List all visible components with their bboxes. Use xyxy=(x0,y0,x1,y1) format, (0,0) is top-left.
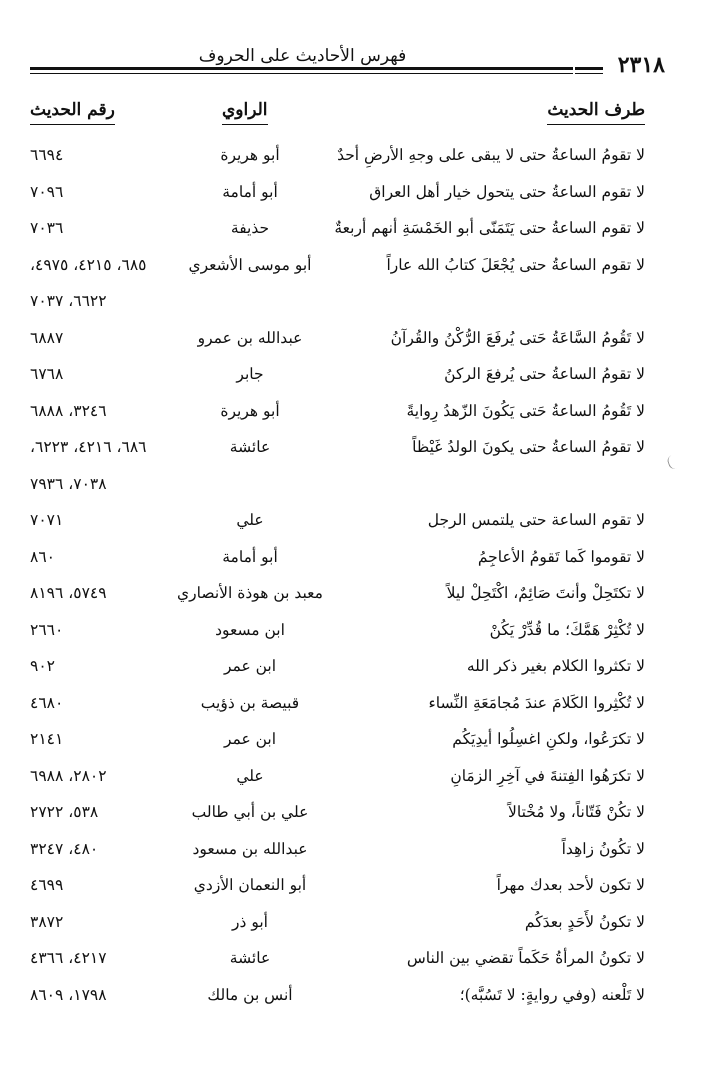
narrator-name: علي xyxy=(236,511,264,529)
narrator-name: جابر xyxy=(236,365,264,383)
table-row xyxy=(0,469,703,506)
table-row xyxy=(0,980,703,1017)
header-rule-thin xyxy=(30,73,573,74)
hadith-number: ٢٦٦٠ xyxy=(30,620,64,639)
narrator-name: أبو موسى الأشعري xyxy=(188,255,312,274)
hadith-number: ٩٠٢ xyxy=(30,657,55,675)
hadith-text: لا تُكْثِرْ هَمَّكَ؛ ما قُدِّرْ يَكُنْ xyxy=(489,620,645,639)
table-row xyxy=(0,724,703,761)
hadith-number: ٦٦٢٢، ٧٠٣٧ xyxy=(30,292,107,310)
hadith-text: لا تقوم الساعةُ حتى يَتَمَنّى أبو الخَمْسَةِ أنهم أربعةٌ xyxy=(334,219,645,237)
hadith-text: لا تقوم الساعةُ حتى يتحول خيار أهل العراق xyxy=(369,182,645,201)
hadith-text: لا تكونُ لأَحَدٍ بعدَكُم xyxy=(524,912,645,931)
narrator-name: ابن مسعود xyxy=(215,620,285,639)
hadith-text: لا تكتَحِلْ وأنتَ صَائِمٌ، اكْتَحِلْ ليلاً xyxy=(446,584,645,602)
table-row xyxy=(0,688,703,725)
hadith-text: لا تَقُومُ السَّاعَةُ حَتى يُرفَعَ الرُّكْنُ والقُرآنُ xyxy=(390,328,645,347)
narrator-name: أبو أمامة xyxy=(222,547,278,566)
narrator-name: أبو هريرة xyxy=(220,146,280,164)
hadith-number: ٣٨٧٢ xyxy=(30,912,64,931)
hadith-text: لا تقومُ الساعةُ حتى يُرفعَ الركنُ xyxy=(444,365,645,383)
header-rule-thick xyxy=(30,67,573,70)
page-header xyxy=(30,46,665,80)
hadith-text: لا تقوموا كَما تَقومُ الأعاجِمُ xyxy=(477,547,645,566)
narrator-name: ابن عمر xyxy=(223,657,277,675)
page-number: ٢٣١٨ xyxy=(617,52,665,78)
hadith-text: لا تُكْثِروا الكَلامَ عندَ مُجامَعَةِ النِّساء xyxy=(428,693,645,712)
hadith-text: لا تَلْعنه (وفي روايةٍ: لا تَسُبَّه)؛ xyxy=(459,985,645,1004)
narrator-name: أبو هريرة xyxy=(220,401,280,420)
hadith-number: ٧٠٩٦ xyxy=(30,182,64,201)
hadith-number: ٢٨٠٢، ٦٩٨٨ xyxy=(30,766,107,785)
table-row xyxy=(0,578,703,615)
hadith-text: لا تَقُومُ الساعةُ حَتى يَكُونَ الزّهدُ رِوايةً xyxy=(406,401,645,420)
table-row xyxy=(0,651,703,688)
column-header-hadith: طرف الحديث xyxy=(547,100,645,125)
hadith-text: لا تقوم الساعةُ حتى يُجْعَلَ كتابُ الله عاراً xyxy=(386,255,645,274)
page-title: فهرس الأحاديث على الحروف xyxy=(198,46,407,66)
table-row xyxy=(0,250,703,287)
narrator-name: عائشة xyxy=(229,438,271,456)
hadith-number: ٦٧٦٨ xyxy=(30,365,64,383)
narrator-name: أبو أمامة xyxy=(222,182,278,201)
table-row xyxy=(0,359,703,396)
table-row xyxy=(0,396,703,433)
hadith-number: ٦٨٨٧ xyxy=(30,328,64,347)
hadith-number: ٧٠٣٨، ٧٩٣٦ xyxy=(30,474,107,493)
hadith-text: لا تقوم الساعة حتى يلتمس الرجل xyxy=(427,511,645,529)
narrator-name: ابن عمر xyxy=(223,730,277,748)
hadith-number: ٦٨٥، ٤٢١٥، ٤٩٧٥، xyxy=(30,255,147,274)
hadith-number: ٢١٤١ xyxy=(30,730,64,748)
hadith-number: ١٧٩٨، ٨٦٠٩ xyxy=(30,985,107,1004)
narrator-name: قبيصة بن ذؤيب xyxy=(200,693,300,712)
hadith-text: لا تكُنْ فَتّاناً، ولا مُخْتالاً xyxy=(508,803,645,821)
hadith-number: ٧٠٧١ xyxy=(30,511,64,529)
hadith-text: لا تكرَهُوا الفِتنةَ في آخِرِ الزمَانِ xyxy=(450,766,645,785)
hadith-text: لا تقومُ الساعةُ حتى يكونَ الولدُ غَيْظاً xyxy=(412,438,645,456)
hadith-number: ٥٣٨، ٢٧٢٢ xyxy=(30,803,99,821)
hadith-number: ٧٠٣٦ xyxy=(30,219,64,237)
narrator-name: علي xyxy=(236,766,264,785)
hadith-text: لا تكونُ المرأةُ حَكَماً تقضي بين الناس xyxy=(406,949,645,967)
table-row xyxy=(0,323,703,360)
column-header-narrator: الراوي xyxy=(222,100,268,125)
hadith-number: ٦٨٦، ٤٢١٦، ٦٢٢٣، xyxy=(30,438,147,456)
hadith-text: لا تكثروا الكلام بغير ذكر الله xyxy=(466,657,645,675)
hadith-text: لا تقومُ الساعةُ حتى لا يبقى على وجهِ الأرضِ أحدٌ xyxy=(337,146,645,164)
table-row xyxy=(0,177,703,214)
hadith-index-table xyxy=(0,140,703,1016)
narrator-name: عبدالله بن عمرو xyxy=(197,328,303,347)
narrator-name: عائشة xyxy=(229,949,271,967)
table-row xyxy=(0,761,703,798)
narrator-name: معبد بن هوذة الأنصاري xyxy=(177,584,323,602)
table-row xyxy=(0,615,703,652)
table-row xyxy=(0,797,703,834)
hadith-number: ٤٦٩٩ xyxy=(30,876,64,894)
table-row xyxy=(0,542,703,579)
hadith-text: لا تكُونُ زاهِداً xyxy=(561,839,645,858)
narrator-name: أبو النعمان الأزدي xyxy=(193,876,307,894)
narrator-name: عبدالله بن مسعود xyxy=(192,839,308,858)
hadith-number: ٤٦٨٠ xyxy=(30,693,64,712)
table-row xyxy=(0,907,703,944)
hadith-number: ٨٦٠ xyxy=(30,547,55,566)
narrator-name: أبو ذر xyxy=(232,912,268,931)
table-row xyxy=(0,943,703,980)
header-rule-stub xyxy=(575,67,603,70)
hadith-text: لا تكون لأحد بعدك مهراً xyxy=(496,876,645,894)
table-row xyxy=(0,870,703,907)
hadith-number: ٤٢١٧، ٤٣٦٦ xyxy=(30,949,107,967)
narrator-name: علي بن أبي طالب xyxy=(191,803,309,821)
hadith-text: لا تكرَعُوا، ولكنِ اغسِلُوا أيدِيَكُم xyxy=(452,730,645,748)
header-rule-stub-thin xyxy=(575,73,603,74)
hadith-number: ٤٨٠، ٣٢٤٧ xyxy=(30,839,99,858)
table-row xyxy=(0,140,703,177)
table-row xyxy=(0,213,703,250)
table-row xyxy=(0,505,703,542)
table-row xyxy=(0,286,703,323)
table-row xyxy=(0,834,703,871)
column-header-number: رقم الحديث xyxy=(30,100,115,125)
hadith-number: ٣٢٤٦، ٦٨٨٨ xyxy=(30,401,107,420)
narrator-name: أنس بن مالك xyxy=(207,985,293,1004)
hadith-number: ٦٦٩٤ xyxy=(30,146,64,164)
narrator-name: حذيفة xyxy=(230,219,270,237)
table-row xyxy=(0,432,703,469)
hadith-number: ٥٧٤٩، ٨١٩٦ xyxy=(30,584,107,602)
